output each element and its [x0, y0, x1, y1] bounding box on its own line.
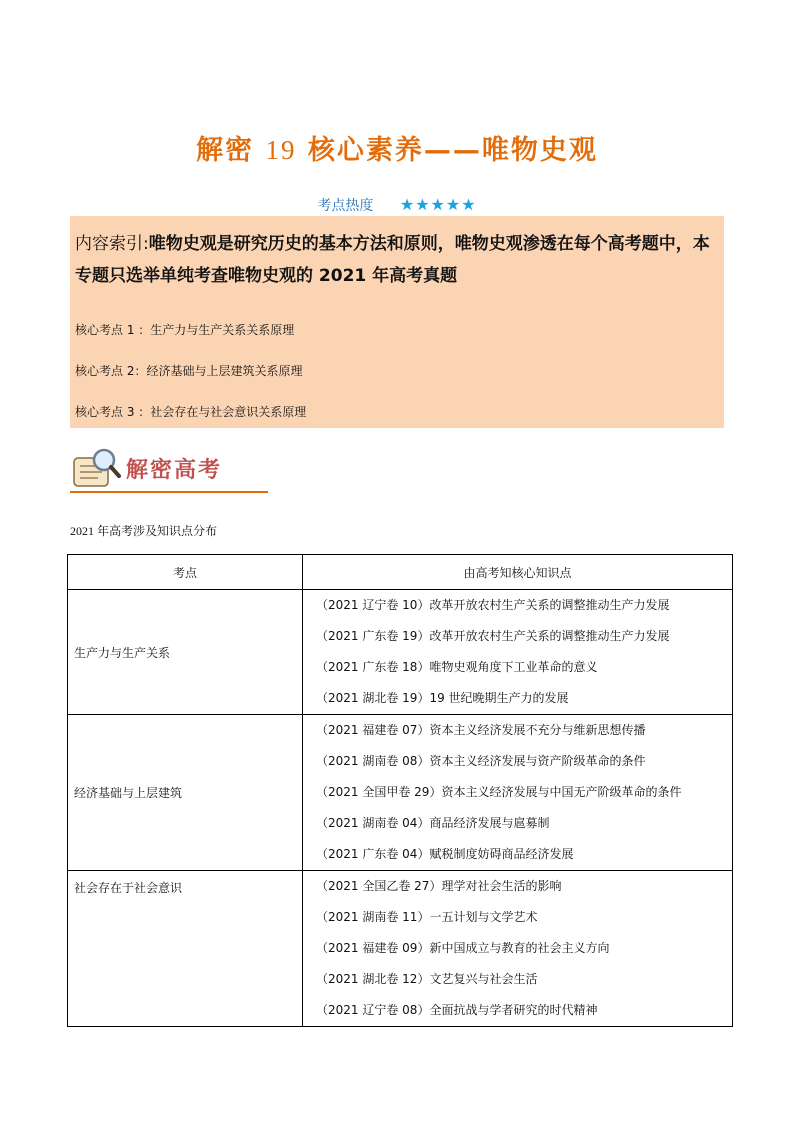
- content-index-box: [70, 216, 724, 428]
- items-cell: [303, 871, 733, 1027]
- header-cell-topic: 考点: [68, 555, 303, 590]
- section-underline: [70, 491, 268, 493]
- list-item: （2021 广东卷 04）赋税制度妨碍商品经济发展: [316, 847, 574, 861]
- list-item: （2021 辽宁卷 10）改革开放农村生产关系的调整推动生产力发展: [316, 598, 670, 612]
- list-item: （2021 福建卷 09）新中国成立与教育的社会主义方向: [316, 941, 610, 955]
- title-prefix: 解密: [196, 135, 255, 166]
- list-item: （2021 全国甲卷 29）资本主义经济发展与中国无产阶级革命的条件: [316, 785, 682, 799]
- list-item: （2021 湖南卷 11）一五计划与文学艺术: [316, 910, 538, 924]
- title-number: 19: [265, 135, 297, 165]
- category-cell: 生产力与生产关系: [68, 590, 303, 715]
- index-label: 内容索引:: [75, 234, 149, 254]
- list-item: （2021 辽宁卷 08）全面抗战与学者研究的时代精神: [316, 1003, 598, 1017]
- section-header: [70, 446, 270, 496]
- star-rating-icon: ★★★★★: [399, 195, 477, 214]
- items-cell: [303, 590, 733, 715]
- magnifier-notepad-icon: [70, 446, 122, 490]
- list-item: （2021 湖南卷 08）资本主义经济发展与资产阶级革命的条件: [316, 754, 646, 768]
- knowledge-distribution-table: [67, 554, 733, 1027]
- list-item: （2021 广东卷 19）改革开放农村生产关系的调整推动生产力发展: [316, 629, 670, 643]
- header-cell-knowledge: 由高考知核心知识点: [303, 555, 733, 590]
- table-row: [68, 871, 733, 1027]
- table-row: [68, 715, 733, 871]
- list-item: （2021 湖南卷 04）商品经济发展与扈募制: [316, 816, 550, 830]
- table-row: [68, 590, 733, 715]
- core-point-1: 核心考点 1 ：生产力与生产关系关系原理: [75, 323, 295, 337]
- index-text-block: [75, 228, 721, 292]
- list-item: （2021 湖北卷 19）19 世纪晚期生产力的发展: [316, 691, 569, 705]
- items-cell: [303, 715, 733, 871]
- index-text: 唯物史观是研究历史的基本方法和原则，唯物史观渗透在每个高考题中，本专题只选举单纯考查唯物史观的 2021 年高考真题: [75, 234, 710, 286]
- core-point-2: 核心考点 2：经济基础与上层建筑关系原理: [75, 364, 303, 378]
- page-title: [0, 128, 794, 167]
- category-cell: 社会存在于社会意识: [68, 871, 303, 1027]
- heat-label: 考点热度: [317, 198, 374, 214]
- list-item: （2021 全国乙卷 27）理学对社会生活的影响: [316, 879, 562, 893]
- list-item: （2021 福建卷 07）资本主义经济发展不充分与维新思想传播: [316, 723, 646, 737]
- list-item: （2021 广东卷 18）唯物史观角度下工业革命的意义: [316, 660, 598, 674]
- title-suffix: 核心素养——唯物史观: [307, 135, 598, 166]
- distribution-subtitle: 2021 年高考涉及知识点分布: [70, 524, 218, 538]
- heat-rating: [0, 195, 794, 215]
- category-cell: 经济基础与上层建筑: [68, 715, 303, 871]
- section-title: 解密高考: [126, 458, 223, 483]
- core-point-3: 核心考点 3 ：社会存在与社会意识关系原理: [75, 405, 307, 419]
- list-item: （2021 湖北卷 12）文艺复兴与社会生活: [316, 972, 538, 986]
- table-header-row: [68, 555, 733, 590]
